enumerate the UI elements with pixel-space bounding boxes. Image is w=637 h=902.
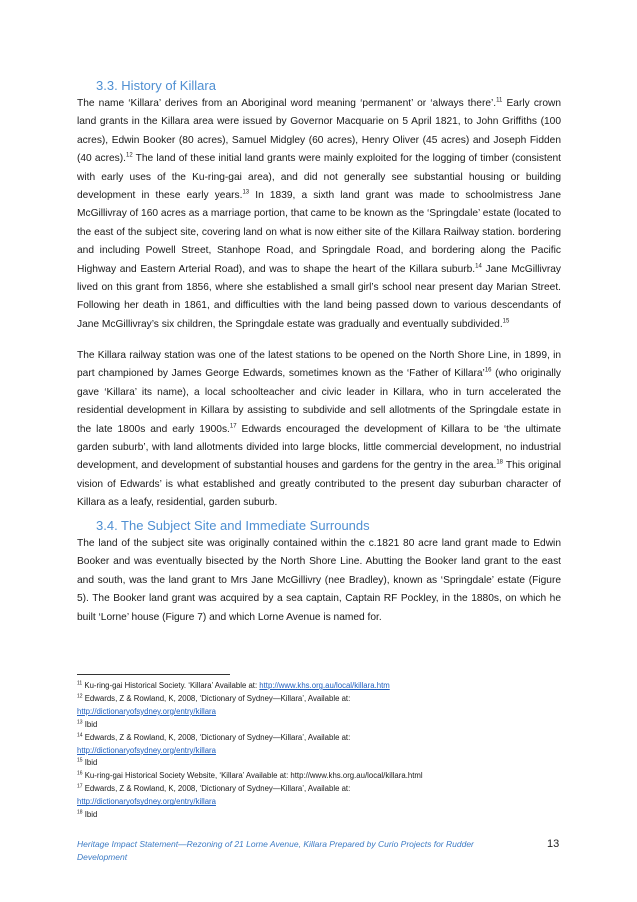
section-heading-subject-site: 3.4. The Subject Site and Immediate Surrounds <box>96 518 370 533</box>
footnote-16 <box>77 770 557 783</box>
footnote-15 <box>77 757 557 770</box>
footnote-text: Ku-ring-gai Historical Society Website, ‘Killara’ Available at: http://www.khs.org.au/local/killara.html <box>82 771 423 781</box>
paragraph-subject-site <box>77 535 561 627</box>
footnote-17 <box>77 783 557 796</box>
paragraph-text: The name ‘Killara’ derives from an Aboriginal word meaning ‘permanent’ or ‘always there’. <box>77 98 497 109</box>
footnote-link-line <box>77 745 557 758</box>
footnote-text: Edwards, Z & Rowland, K, 2008, ‘Dictionary of Sydney—Killara’, Available at: <box>82 693 351 703</box>
footnote-link[interactable]: http://dictionaryofsydney.org/entry/killara <box>77 706 216 716</box>
paragraph-text: This original vision of Edwards’ is what established and greatly contributed to the present day suburban character of Killara as a leafy, residential, garden suburb. <box>77 460 561 509</box>
paragraph-text: The land of the subject site was originally contained within the c.1821 80 acre land grant made to Edwin Booker and was eventually bisected by the North Shore Line. Abutting the Booker land grant to the east and south, was the land grant to Mrs Jane McGillivry (nee Bradley), known as ‘Springdale’ estate (Figure 5). The Booker land grant was acquired by a sea captain, Captain RF Pockley, in the 1880s, on which he built ‘Lorne’ house (Figure 7) and which Lorne Avenue is named for. <box>77 538 561 623</box>
paragraph-text: Edwards encouraged the development of Killara to be ‘the ultimate garden suburb’, with land allotments divided into large blocks, little commercial development, no industrial development, and development of substantial houses and gardens for the gentry in the area. <box>77 423 561 472</box>
paragraph-text: In 1839, a sixth land grant was made to schoolmistress Jane McGillivray of 160 acres as a marriage portion, that came to be known as the ‘Springdale’ estate (located to the east of the subject site, covering land on what is now either site of the Killara Railway station. bordering and including Powell Street, Stanhope Road, and Springdale Road, and bordering along the Pacific Highway and Eastern Arterial Road), and was to shape the heart of the Killara suburb. <box>77 190 561 275</box>
footnote-number: 14 <box>77 732 83 739</box>
footnote-13 <box>77 719 557 732</box>
footnote-number: 17 <box>77 783 83 790</box>
footnote-ref: 15 <box>502 318 510 325</box>
footnote-ref: 16 <box>484 368 492 375</box>
paragraph-history-2 <box>77 347 561 513</box>
footnote-link-line <box>77 706 557 719</box>
page-number: 13 <box>547 838 560 850</box>
footnote-14 <box>77 732 557 745</box>
footnote-12 <box>77 693 557 706</box>
paragraph-text: (who originally gave ‘Killara’ its name), a local schoolteacher and civic leader in Killara, who in turn accelerated the residential development in Killara by assisting to subdivide and sell allotments of the Springdale estate in the late 1800s and early 1900s. <box>77 368 561 435</box>
section-heading-history: 3.3. History of Killara <box>96 78 216 93</box>
footnote-11 <box>77 680 557 693</box>
page-footer: Heritage Impact Statement—Rezoning of 21 Lorne Avenue, Killara Prepared by Curio Projects for Rudder Development <box>77 839 474 862</box>
footnotes <box>77 680 557 822</box>
footnote-ref: 13 <box>242 189 250 196</box>
footnote-link-line <box>77 796 557 809</box>
footnote-ref: 17 <box>229 423 237 430</box>
footnote-ref: 18 <box>496 460 504 467</box>
footnote-number: 11 <box>77 680 83 687</box>
footnote-number: 15 <box>77 757 83 764</box>
footnote-number: 12 <box>77 693 83 700</box>
footnote-number: 16 <box>77 770 83 777</box>
footnote-link[interactable]: http://www.khs.org.au/local/killara.htm <box>259 681 390 690</box>
footnote-text: Ibid <box>82 758 98 768</box>
footnote-number: 18 <box>77 809 83 816</box>
paragraph-text: The Killara railway station was one of the latest stations to be opened on the North Shore Line, in 1899, in part championed by James George Edwards, sometimes known as the ‘Father of Killara’ <box>77 350 561 380</box>
paragraph-text: Early crown land grants in the Killara area were issued by Governor Macquarie on 5 April 1821, to John Griffiths (100 acres), Edwin Booker (80 acres), Samuel Midgley (60 acres), Henry Oliver (45 acres) and Joseph Fidden (40 acres). <box>77 98 562 165</box>
footnote-ref: 14 <box>475 263 482 270</box>
footnote-text: Edwards, Z & Rowland, K, 2008, ‘Dictionary of Sydney—Killara’, Available at: <box>82 732 351 742</box>
footnote-ref: 11 <box>496 97 503 104</box>
paragraph-history-1 <box>77 95 561 334</box>
footnote-number: 13 <box>77 719 83 726</box>
footnote-18 <box>77 809 557 822</box>
footnote-text: Edwards, Z & Rowland, K, 2008, ‘Dictionary of Sydney—Killara’, Available at: <box>82 784 351 794</box>
footnote-separator <box>77 674 230 675</box>
footnote-text: Ku-ring-gai Historical Society. ‘Killara’ Available at: <box>82 681 260 690</box>
footnote-text: Ibid <box>82 810 98 820</box>
footnote-link[interactable]: http://dictionaryofsydney.org/entry/killara <box>77 797 216 807</box>
footnote-text: Ibid <box>82 719 98 729</box>
paragraph-text: Jane McGillivray lived on this grant from 1856, where she established a small girl’s school near present day Marian Street. Following her death in 1861, and difficulties with the land being passed down to various descendants of Jane McGillivray’s six children, the Springdale estate was gradually and eventually subdivided. <box>77 263 562 330</box>
paragraph-text: The land of these initial land grants were mainly exploited for the logging of timber (consistent with early uses of the Ku-ring-gai area), and did not generally see substantial housing or building development in these early years. <box>77 153 561 202</box>
footnote-link[interactable]: http://dictionaryofsydney.org/entry/killara <box>77 745 216 755</box>
footnote-ref: 12 <box>126 152 133 159</box>
